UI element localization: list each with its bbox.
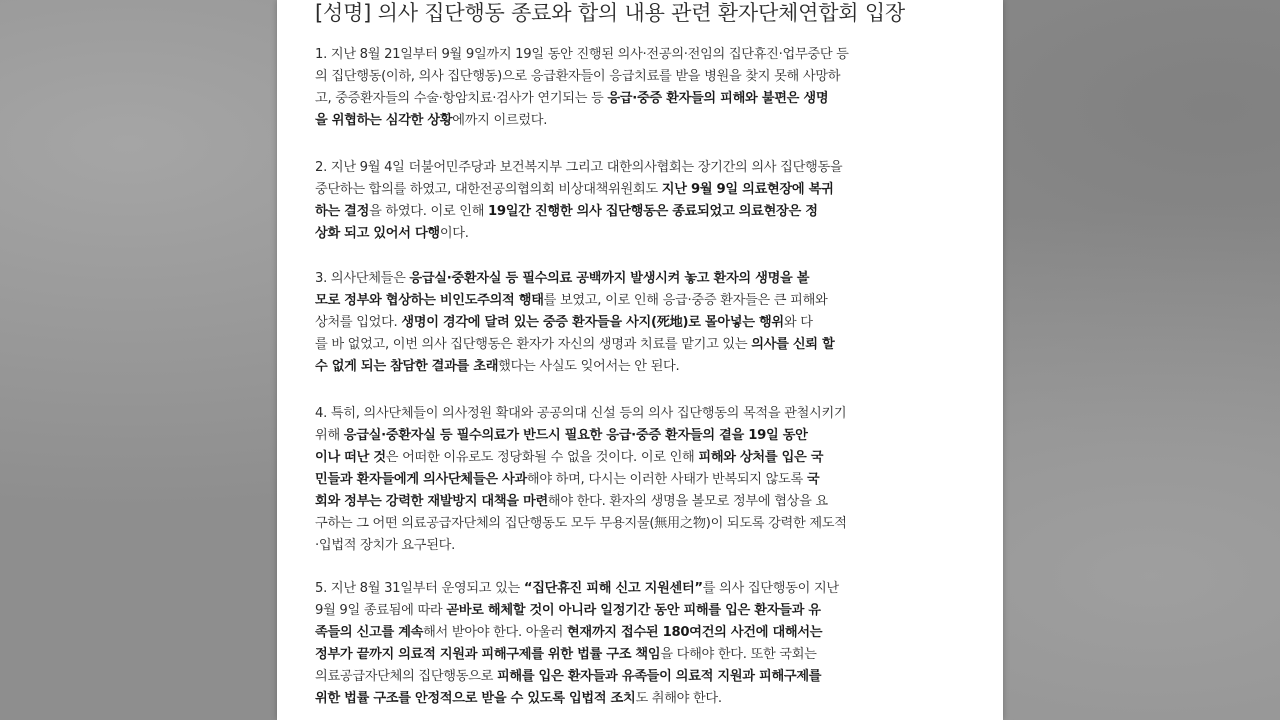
emphasized-text: 정부가 끝까지 의료적 지원과 피해구제를 위한 법률 구조 책임 bbox=[315, 647, 661, 662]
body-text: 해야 하며, 다시는 이러한 사태가 반복되지 않도록 bbox=[526, 472, 807, 487]
body-text: 를 의사 집단행동이 지난 bbox=[702, 581, 839, 596]
body-text: 상처를 입었다. bbox=[315, 315, 402, 330]
text-line bbox=[315, 622, 983, 644]
document-page bbox=[277, 0, 1003, 720]
emphasized-text: 을 위협하는 심각한 상황 bbox=[315, 113, 453, 128]
text-line bbox=[315, 44, 983, 66]
text-line bbox=[315, 268, 983, 290]
emphasized-text: 상화 되고 있어서 다행 bbox=[315, 226, 440, 241]
emphasized-text: 회와 정부는 강력한 재발방지 대책을 마련 bbox=[315, 494, 548, 509]
text-line bbox=[315, 535, 983, 557]
paragraph-3 bbox=[315, 268, 983, 378]
emphasized-text: 모로 정부와 협상하는 비인도주의적 행태 bbox=[315, 293, 544, 308]
body-text: 3. 의사단체들은 bbox=[315, 271, 410, 286]
body-text: 5. 지난 8월 31일부터 운영되고 있는 bbox=[315, 581, 524, 596]
body-text: 을 다해야 한다. 또한 국회는 bbox=[660, 647, 817, 662]
emphasized-text: 응급실·중환자실 등 필수의료 공백까지 발생시켜 놓고 환자의 생명을 볼 bbox=[409, 271, 810, 286]
emphasized-text: 지난 9월 9일 의료현장에 복귀 bbox=[661, 182, 834, 197]
body-text: 이다. bbox=[439, 226, 469, 241]
text-line bbox=[315, 110, 983, 132]
emphasized-text: 민들과 환자들에게 의사단체들은 사과 bbox=[315, 472, 527, 487]
text-line bbox=[315, 312, 983, 334]
body-text: 2. 지난 9월 4일 더불어민주당과 보건복지부 그리고 대한의사협회는 장기간의 의사 집단행동을 bbox=[315, 160, 843, 175]
paragraph-5 bbox=[315, 578, 983, 710]
body-text: 중단하는 합의를 하였고, 대한전공의협의회 비상대책위원회도 bbox=[315, 182, 662, 197]
text-line bbox=[315, 688, 983, 710]
emphasized-text: 피해와 상처를 입은 국 bbox=[698, 450, 824, 465]
text-line bbox=[315, 157, 983, 179]
paragraph-4 bbox=[315, 403, 983, 557]
text-line bbox=[315, 600, 983, 622]
body-text: 해야 한다. 환자의 생명을 볼모로 정부에 협상을 요 bbox=[547, 494, 828, 509]
emphasized-text: 수 없게 되는 참담한 결과를 초래 bbox=[315, 359, 499, 374]
text-line bbox=[315, 201, 983, 223]
body-text: 위해 bbox=[315, 428, 344, 443]
body-text: 구하는 그 어떤 의료공급자단체의 집단행동도 모두 무용지물(無用之物)이 되도록 강력한 제도적 bbox=[315, 516, 847, 531]
emphasized-text: 현재까지 접수된 180여건의 사건에 대해서는 bbox=[566, 625, 823, 640]
emphasized-text: 하는 결정 bbox=[315, 204, 370, 219]
document-title: [성명] 의사 집단행동 종료와 합의 내용 관련 환자단체연합회 입장 bbox=[315, 1, 906, 25]
emphasized-text: 응급·중증 환자들의 피해와 불편은 생명 bbox=[607, 91, 829, 106]
body-text: 9월 9일 종료됨에 따라 bbox=[315, 603, 447, 618]
text-line bbox=[315, 644, 983, 666]
emphasized-text: “집단휴진 피해 신고 지원센터” bbox=[523, 581, 703, 596]
text-line bbox=[315, 334, 983, 356]
body-text: 은 어떠한 이유로도 정당화될 수 없을 것이다. 이로 인해 bbox=[385, 450, 699, 465]
body-text: 해서 받아야 한다. 아울러 bbox=[423, 625, 567, 640]
emphasized-text: 국 bbox=[806, 472, 820, 487]
text-line bbox=[315, 403, 983, 425]
text-line bbox=[315, 469, 983, 491]
emphasized-text: 생명이 경각에 달려 있는 중증 환자들을 사지(死地)로 몰아넣는 행위 bbox=[401, 315, 784, 330]
emphasized-text: 곧바로 해체할 것이 아니라 일정기간 동안 피해를 입은 환자들과 유 bbox=[446, 603, 821, 618]
emphasized-text: 이나 떠난 것 bbox=[315, 450, 386, 465]
text-line bbox=[315, 66, 983, 88]
body-text: 1. 지난 8월 21일부터 9월 9일까지 19일 동안 진행된 의사·전공의·전임의 집단휴진·업무중단 등 bbox=[315, 47, 849, 62]
text-line bbox=[315, 513, 983, 535]
body-text: 를 바 없었고, 이번 의사 집단행동은 환자가 자신의 생명과 치료를 맡기고 있는 bbox=[315, 337, 752, 352]
text-line bbox=[315, 666, 983, 688]
text-line bbox=[315, 578, 983, 600]
text-line bbox=[315, 425, 983, 447]
body-text: 했다는 사실도 잊어서는 안 된다. bbox=[498, 359, 680, 374]
body-text: 를 보였고, 이로 인해 응급·중증 환자들은 큰 피해와 bbox=[543, 293, 828, 308]
text-line bbox=[315, 88, 983, 110]
body-text: 와 다 bbox=[783, 315, 813, 330]
emphasized-text: 의사를 신뢰 할 bbox=[751, 337, 835, 352]
body-text: ·입법적 장치가 요구된다. bbox=[315, 538, 455, 553]
text-line bbox=[315, 491, 983, 513]
body-text: 에까지 이르렀다. bbox=[452, 113, 548, 128]
paragraph-1 bbox=[315, 44, 983, 132]
emphasized-text: 피해를 입은 환자들과 유족들이 의료적 지원과 피해구제를 bbox=[496, 669, 822, 684]
body-text: 고, 중증환자들의 수술·항암치료·검사가 연기되는 등 bbox=[315, 91, 608, 106]
paragraph-2 bbox=[315, 157, 983, 245]
text-line bbox=[315, 179, 983, 201]
emphasized-text: 19일간 진행한 의사 집단행동은 종료되었고 의료현장은 정 bbox=[488, 204, 818, 219]
body-text: 의료공급자단체의 집단행동으로 bbox=[315, 669, 497, 684]
emphasized-text: 족들의 신고를 계속 bbox=[315, 625, 424, 640]
text-line bbox=[315, 290, 983, 312]
body-text: 의 집단행동(이하, 의사 집단행동)으로 응급환자들이 응급치료를 받을 병원을 찾지 못해 사망하 bbox=[315, 69, 841, 84]
body-text: 4. 특히, 의사단체들이 의사정원 확대와 공공의대 신설 등의 의사 집단행동의 목적을 관철시키기 bbox=[315, 406, 847, 421]
emphasized-text: 위한 법률 구조를 안정적으로 받을 수 있도록 입법적 조치 bbox=[315, 691, 636, 706]
text-line bbox=[315, 223, 983, 245]
emphasized-text: 응급실·중환자실 등 필수의료가 반드시 필요한 응급·중증 환자들의 곁을 19일 동안 bbox=[343, 428, 808, 443]
body-text: 도 취해야 한다. bbox=[635, 691, 722, 706]
text-line bbox=[315, 447, 983, 469]
body-text: 을 하였다. 이로 인해 bbox=[369, 204, 489, 219]
text-line bbox=[315, 356, 983, 378]
